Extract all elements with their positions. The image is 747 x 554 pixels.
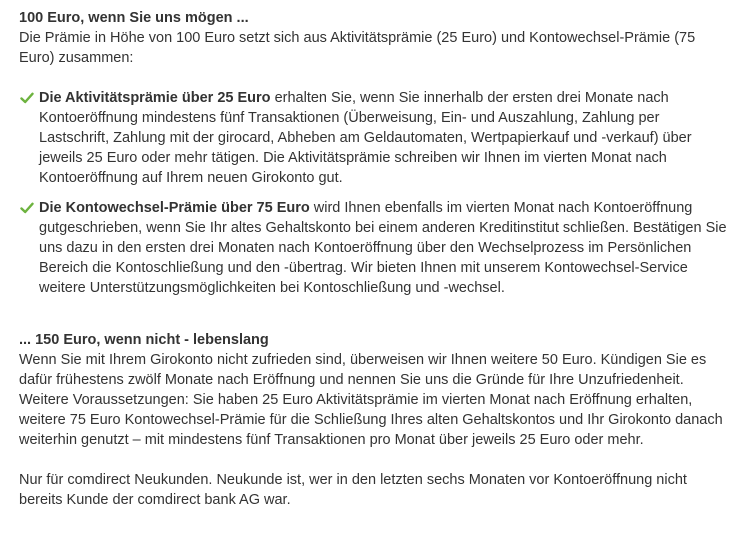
- premium-list: [19, 88, 727, 298]
- section-disclaimer: [19, 470, 727, 510]
- section-100-euro: [19, 8, 727, 298]
- section-150-euro: [19, 330, 727, 450]
- item-title: Die Aktivitätsprämie über 25 Euro: [39, 90, 271, 106]
- item-text: wird Ihnen ebenfalls im vierten Monat nach Kontoeröffnung gutgeschrieben, wenn Sie Ihr altes Gehaltskonto bei einem anderen Kreditinstitut schließen. Bestätigen Sie uns dazu in den ersten drei Monaten nach Kontoeröffnung über den Wechselprozess im Persönlichen Bereich die Kontoschließung und den -übertrag. Wir bieten Ihnen mit unserem Kontowechsel-Service weitere Unterstützungsmöglichkeiten bei Kontoschließung und -wechsel.: [39, 200, 727, 296]
- section-body-text: Wenn Sie mit Ihrem Girokonto nicht zufrieden sind, überweisen wir Ihnen weitere 50 Euro. Kündigen Sie es dafür frühestens zwölf Monate nach Eröffnung und nennen Sie uns die Gründe für Ihre Unzufriedenheit. Weitere Voraussetzungen: Sie haben 25 Euro Aktivitätsprämie im vierten Monat nach Eröffnung erhalten, weitere 75 Euro Kontowechsel-Prämie für die Schließung Ihres alten Gehaltskontos und Ihr Girokonto danach weiterhin genutzt – mit mindestens fünf Transaktionen pro Monat über jeweils 25 Euro oder mehr.: [19, 352, 723, 448]
- item-text: erhalten Sie, wenn Sie innerhalb der ersten drei Monate nach Kontoeröffnung mindestens fünf Transaktionen (Überweisung, Ein- und Auszahlung, Zahlung per Lastschrift, Zahlung mit der girocard, Abheben am Geldautomaten, Wertpapierkauf und -verkauf) über jeweils 25 Euro oder mehr tätigen. Die Aktivitätsprämie schreiben wir Ihnen im vierten Monat nach Kontoeröffnung auf Ihrem neuen Girokonto gut.: [39, 90, 692, 186]
- check-icon: [20, 92, 34, 104]
- item-title: Die Kontowechsel-Prämie über 75 Euro: [39, 200, 310, 216]
- section-heading: ... 150 Euro, wenn nicht - lebenslang: [19, 332, 269, 348]
- disclaimer-text: Nur für comdirect Neukunden. Neukunde ist, wer in den letzten sechs Monaten vor Kontoeröffnung nicht bereits Kunde der comdirect bank AG war.: [19, 472, 687, 508]
- section-heading: 100 Euro, wenn Sie uns mögen ...: [19, 10, 249, 26]
- section-intro-text: Die Prämie in Höhe von 100 Euro setzt sich aus Aktivitätsprämie (25 Euro) und Kontowechsel-Prämie (75 Euro) zusammen:: [19, 30, 696, 66]
- list-item-activity-premium: [19, 88, 727, 188]
- check-icon: [20, 202, 34, 214]
- list-item-switch-premium: [19, 198, 727, 298]
